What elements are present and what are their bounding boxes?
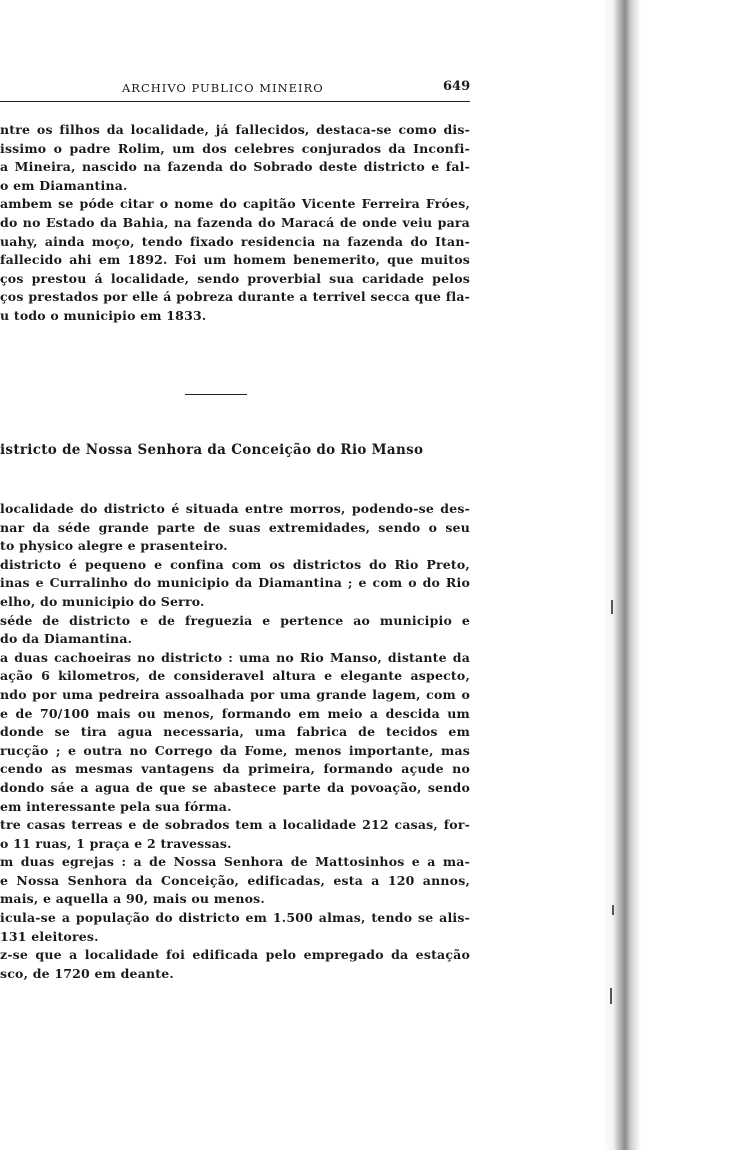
text-line: cendo as mesmas vantagens da primeira, formando açude no: [0, 761, 470, 777]
scan-speck: [611, 600, 613, 614]
section-divider: [185, 394, 247, 395]
text-line: e de 70/100 mais ou menos, formando em meio a descida um: [0, 705, 470, 721]
text-line: to physico alegre e prasenteiro.: [0, 538, 228, 554]
text-line: a Mineira, nascido na fazenda do Sobrado deste districto e fal-: [0, 159, 470, 175]
text-line: rucção ; e outra no Corrego da Fome, menos importante, mas: [0, 742, 470, 758]
text-line: nar da séde grande parte de suas extremidades, sendo o seu: [0, 519, 470, 535]
running-title: ARCHIVO PUBLICO MINEIRO: [122, 81, 324, 95]
text-line: ços prestados por elle á pobreza durante a terrivel secca que fla-: [0, 289, 470, 305]
text-line: tre casas terreas e de sobrados tem a localidade 212 casas, for-: [0, 817, 470, 833]
text-line: icula-se a população do districto em 1.500 almas, tendo se alis-: [0, 910, 470, 926]
text-line: o em Diamantina.: [0, 177, 128, 193]
text-line: do da Diamantina.: [0, 631, 133, 647]
paragraph-top: [0, 121, 470, 326]
text-line: do no Estado da Bahia, na fazenda do Maracá de onde veiu para: [0, 214, 470, 230]
header-rule: [0, 101, 470, 102]
page-gutter-shadow: [603, 0, 741, 1150]
text-line: ambem se póde citar o nome do capitão Vicente Ferreira Fróes,: [0, 196, 470, 212]
section-title: istricto de Nossa Senhora da Conceição do Rio Manso: [0, 442, 424, 458]
scan-speck: [612, 905, 614, 915]
text-line: m duas egrejas : a de Nossa Senhora de Mattosinhos e a ma-: [0, 854, 470, 870]
text-line: ação 6 kilometros, de consideravel altura e elegante aspecto,: [0, 668, 470, 684]
text-line: fallecido ahi em 1892. Foi um homem benemerito, que muitos: [0, 252, 470, 268]
text-line: uahy, ainda moço, tendo fixado residencia na fazenda do Itan-: [0, 233, 470, 249]
text-line: mais, e aquella a 90, mais ou menos.: [0, 891, 265, 907]
text-line: ndo por uma pedreira assoalhada por uma grande lagem, com o: [0, 686, 470, 702]
page-number: 649: [443, 79, 471, 94]
text-line: inas e Curralinho do municipio da Diamantina ; e com o do Rio: [0, 575, 470, 591]
text-line: sco, de 1720 em deante.: [0, 965, 174, 981]
text-line: ntre os filhos da localidade, já fallecidos, destaca-se como dis-: [0, 122, 470, 137]
scan-speck: [610, 988, 612, 1004]
running-header: [0, 79, 470, 97]
text-line: dondo sáe a agua de que se abastece parte da povoação, sendo: [0, 779, 470, 795]
text-line: séde de districto e de freguezia e pertence ao municipio e: [0, 612, 470, 628]
text-line: z-se que a localidade foi edificada pelo empregado da estação: [0, 947, 470, 963]
text-line: em interessante pela sua fórma.: [0, 798, 232, 814]
text-line: 131 eleitores.: [0, 928, 99, 944]
text-line: issimo o padre Rolim, um dos celebres conjurados da Inconfi-: [0, 140, 470, 156]
text-line: elho, do municipio do Serro.: [0, 593, 205, 609]
text-line: ços prestou á localidade, sendo proverbial sua caridade pelos: [0, 270, 470, 286]
text-line: donde se tira agua necessaria, uma fabrica de tecidos em: [0, 724, 470, 740]
text-line: o 11 ruas, 1 praça e 2 travessas.: [0, 835, 232, 851]
text-line: districto é pequeno e confina com os districtos do Rio Preto,: [0, 556, 470, 572]
text-line: e Nossa Senhora da Conceição, edificadas, esta a 120 annos,: [0, 872, 470, 888]
text-line: a duas cachoeiras no districto : uma no Rio Manso, distante da: [0, 649, 470, 665]
paragraph-body: [0, 500, 470, 983]
text-line: u todo o municipio em 1833.: [0, 307, 207, 323]
text-line: localidade do districto é situada entre morros, podendo-se des-: [0, 501, 470, 516]
